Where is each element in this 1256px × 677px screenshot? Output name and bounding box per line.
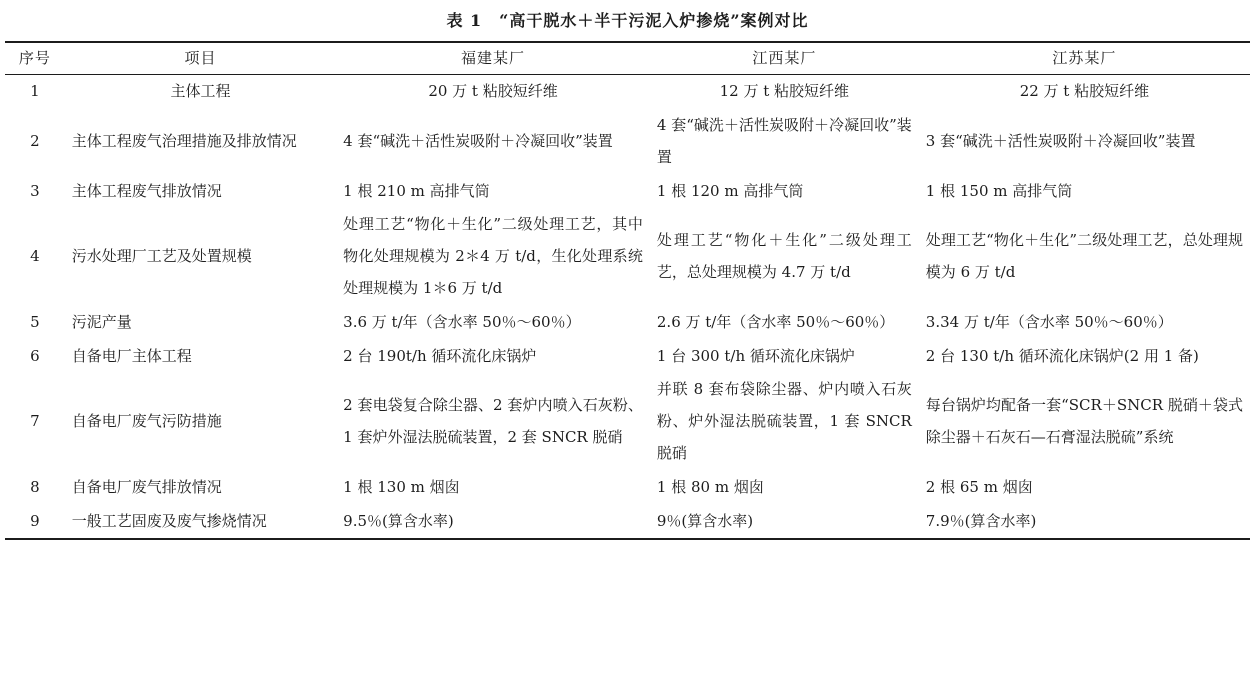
table-row [5,208,1250,305]
row-number-cell: 1 [30,82,40,101]
fujian-cell: 处理工艺“物化＋生化”二级处理工艺，其中物化处理规模为 2＊4 万 t/d，生化处理系统处理规模为 1＊6 万 t/d [343,215,643,297]
table-row [5,340,1250,374]
fujian-cell: 4 套“碱洗＋活性炭吸附＋冷凝回收”装置 [343,131,613,150]
row-number-cell: 4 [30,247,40,266]
fujian-cell: 2 套电袋复合除尘器、2 套炉内喷入石灰粉、1 套炉外湿法脱硫装置，2 套 SNCR 脱硝 [343,396,643,446]
jiangxi-cell: 1 根 120 m 高排气筒 [656,181,804,200]
jiangsu-cell: 每台锅炉均配备一套“SCR＋SNCR 脱硝＋袋式除尘器＋石灰石—石膏湿法脱硫”系统 [925,396,1243,446]
row-number-cell: 3 [30,181,40,200]
jiangsu-cell: 2 台 130 t/h 循环流化床锅炉(2 用 1 备) [925,346,1199,365]
jiangsu-cell: 3 套“碱洗＋活性炭吸附＋冷凝回收”装置 [925,131,1196,150]
column-header-jiangxi: 江西某厂 [752,49,817,68]
fujian-cell: 3.6 万 t/年（含水率 50％～60％） [343,312,581,331]
jiangxi-cell: 4 套“碱洗＋活性炭吸附＋冷凝回收”装置 [656,115,912,166]
table-row [5,373,1250,470]
table-row [5,75,1250,109]
row-number-cell: 2 [30,131,40,150]
table-row [5,505,1250,540]
item-cell: 主体工程废气排放情况 [71,181,222,200]
column-header-item: 项目 [184,49,217,68]
item-cell: 污泥产量 [71,312,132,331]
fujian-cell: 9.5％(算含水率) [343,511,454,530]
item-cell: 主体工程 [170,82,231,101]
jiangsu-cell: 2 根 65 m 烟囱 [925,477,1033,496]
fujian-cell: 1 根 130 m 烟囱 [343,477,460,496]
row-number-cell: 8 [30,477,40,496]
fujian-cell: 20 万 t 粘胶短纤维 [428,82,558,101]
jiangxi-cell: 1 根 80 m 烟囱 [656,477,764,496]
comparison-table [5,41,1250,540]
table-row [5,109,1250,175]
jiangxi-cell: 12 万 t 粘胶短纤维 [719,82,850,101]
item-cell: 污水处理厂工艺及处置规模 [71,247,252,266]
jiangxi-cell: 2.6 万 t/年（含水率 50％～60％） [656,312,895,331]
table-body [5,75,1250,540]
item-cell: 自备电厂废气排放情况 [71,477,222,496]
table-header [5,42,1250,74]
item-cell: 自备电厂主体工程 [71,346,192,365]
jiangsu-cell: 7.9％(算含水率) [925,511,1037,530]
column-header-no: 序号 [18,49,51,68]
table-title: 表 1 “高干脱水＋半干污泥入炉掺烧”案例对比 [446,11,809,30]
jiangsu-cell: 处理工艺“物化＋生化”二级处理工艺，总处理规模为 6 万 t/d [925,231,1243,282]
row-number-cell: 5 [30,312,40,331]
table-row [5,471,1250,505]
jiangxi-cell: 并联 8 套布袋除尘器、炉内喷入石灰粉、炉外湿法脱硫装置，1 套 SNCR 脱硝 [656,380,912,462]
jiangxi-cell: 1 台 300 t/h 循环流化床锅炉 [656,346,855,365]
row-number-cell: 7 [30,412,40,431]
table-row [5,175,1250,209]
jiangsu-cell: 22 万 t 粘胶短纤维 [1019,82,1150,101]
fujian-cell: 1 根 210 m 高排气筒 [343,181,490,200]
jiangsu-cell: 3.34 万 t/年（含水率 50％～60％） [925,312,1173,331]
jiangxi-cell: 处理工艺“物化＋生化”二级处理工艺，总处理规模为 4.7 万 t/d [656,231,912,282]
row-number-cell: 9 [30,511,40,530]
column-header-fujian: 福建某厂 [461,49,526,68]
column-header-jiangsu: 江苏某厂 [1052,49,1117,68]
jiangxi-cell: 9％(算含水率) [656,511,754,530]
item-cell: 一般工艺固废及废气掺烧情况 [71,511,267,530]
header-row [5,42,1250,74]
row-number-cell: 6 [30,346,40,365]
item-cell: 主体工程废气治理措施及排放情况 [71,131,297,150]
jiangsu-cell: 1 根 150 m 高排气筒 [925,181,1073,200]
table-row [5,306,1250,340]
fujian-cell: 2 台 190t/h 循环流化床锅炉 [343,346,537,365]
item-cell: 自备电厂废气污防措施 [71,412,222,431]
